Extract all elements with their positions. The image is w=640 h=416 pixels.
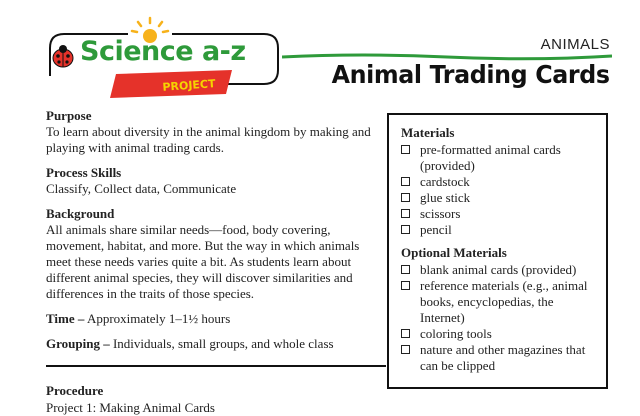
page-title: Animal Trading Cards — [332, 60, 610, 89]
grouping-text: Individuals, small groups, and whole class — [109, 336, 334, 351]
purpose-heading: Purpose — [46, 108, 92, 123]
materials-item — [401, 142, 596, 174]
optional-materials-item-label: reference materials (e.g., animal books, encyclopedias, the Internet) — [420, 278, 588, 325]
optional-materials-item — [401, 326, 596, 342]
optional-materials-item — [401, 262, 596, 278]
left-column — [46, 108, 386, 361]
materials-item-label: pencil — [420, 222, 452, 237]
logo-title: Science a-z — [80, 36, 246, 67]
materials-item-label: glue stick — [420, 190, 471, 205]
materials-heading: Materials — [401, 125, 455, 140]
checkbox-icon[interactable] — [401, 281, 410, 290]
background-section — [46, 206, 386, 302]
purpose-section — [46, 108, 386, 156]
procedure-subheading: Project 1: Making Animal Cards — [46, 400, 215, 415]
optional-materials-item-label: coloring tools — [420, 326, 492, 341]
optional-materials-item-label: blank animal cards (provided) — [420, 262, 577, 277]
materials-item-label: scissors — [420, 206, 461, 221]
logo-subtitle: PROJECT — [162, 77, 216, 94]
time-section — [46, 311, 386, 327]
materials-box — [387, 113, 608, 389]
ladybug-icon — [53, 45, 73, 67]
section-divider — [46, 365, 386, 367]
materials-item-label: pre-formatted animal cards (provided) — [420, 142, 561, 173]
time-text: Approximately 1–1½ hours — [84, 311, 231, 326]
materials-item — [401, 222, 596, 238]
process-skills-heading: Process Skills — [46, 165, 122, 180]
science-a-z-logo — [46, 14, 282, 104]
checkbox-icon[interactable] — [401, 209, 410, 218]
checkbox-icon[interactable] — [401, 345, 410, 354]
procedure-heading: Procedure — [46, 383, 104, 398]
materials-item — [401, 206, 596, 222]
process-skills-section — [46, 165, 386, 197]
background-heading: Background — [46, 206, 115, 221]
purpose-text: To learn about diversity in the animal kingdom by making and playing with animal trading cards. — [46, 124, 371, 155]
checkbox-icon[interactable] — [401, 193, 410, 202]
time-label: Time – — [46, 311, 85, 326]
materials-item — [401, 190, 596, 206]
grouping-section — [46, 336, 386, 352]
checkbox-icon[interactable] — [401, 145, 410, 154]
optional-materials-heading: Optional Materials — [401, 245, 507, 260]
section-label: ANIMALS — [540, 36, 610, 53]
process-skills-text: Classify, Collect data, Communicate — [46, 181, 237, 196]
optional-materials-item — [401, 342, 596, 374]
grouping-label: Grouping – — [46, 336, 110, 351]
materials-item — [401, 174, 596, 190]
materials-item-label: cardstock — [420, 174, 470, 189]
checkbox-icon[interactable] — [401, 265, 410, 274]
optional-materials-item-label: nature and other magazines that can be clipped — [420, 342, 586, 373]
checkbox-icon[interactable] — [401, 329, 410, 338]
checkbox-icon[interactable] — [401, 225, 410, 234]
checkbox-icon[interactable] — [401, 177, 410, 186]
optional-materials-item — [401, 278, 596, 326]
background-text: All animals share similar needs—food, body covering, movement, habitat, and more. But the way in which animals meet these needs varies quite a bit. As students learn about different animal species, they will discover similarities and differences in the traits of those species. — [46, 222, 360, 301]
